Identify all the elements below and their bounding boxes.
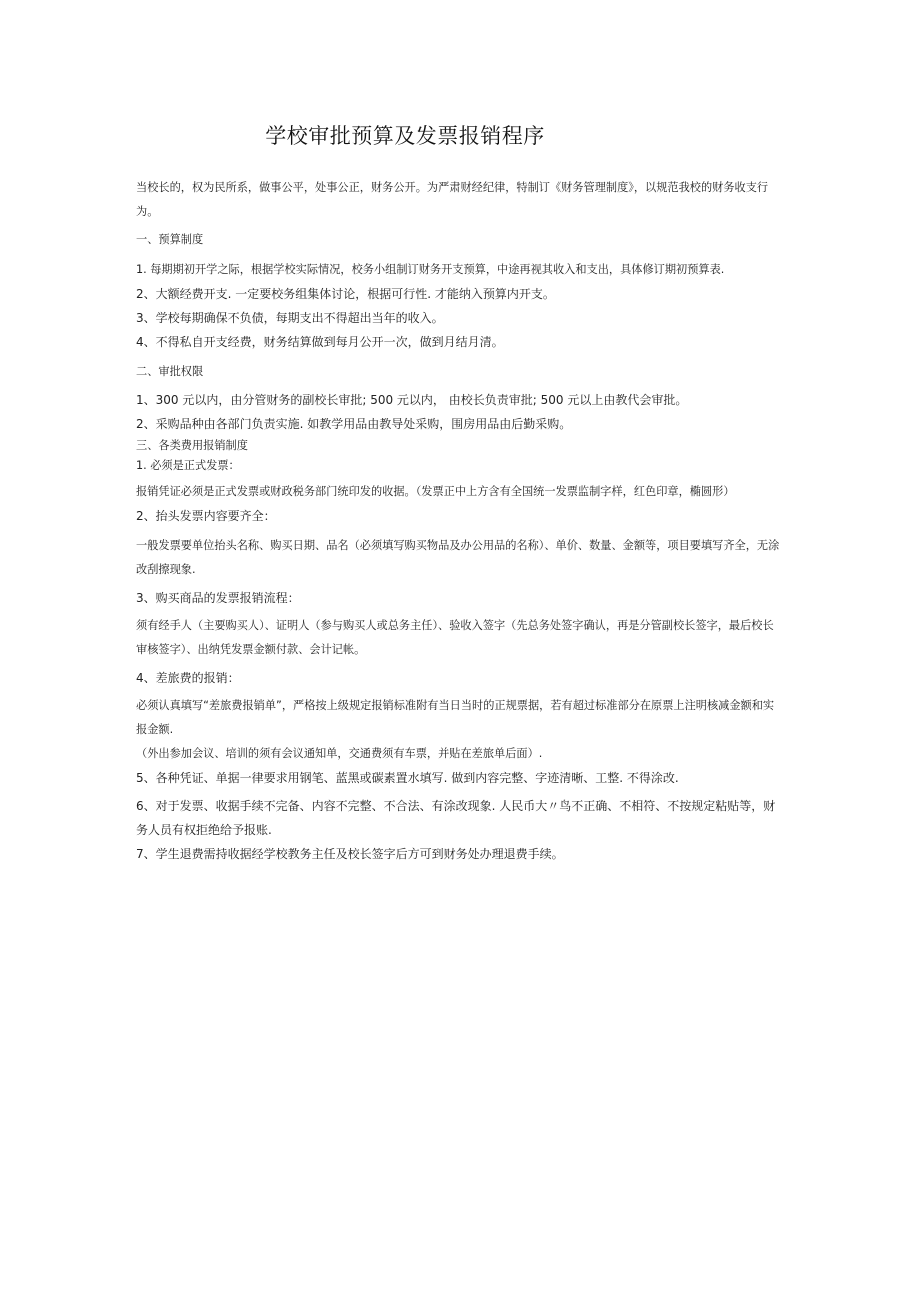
budget-item-3: 3、学校每期确保不负债，每期支出不得超出当年的收入。 xyxy=(136,311,444,325)
reimbursement-item-4: 4、差旅费的报销： xyxy=(136,671,240,685)
approval-item-2: 2、采购品种由各部门负责实施. 如教学用品由教导处采购，围房用品由后勤采购。 xyxy=(136,417,572,431)
reimbursement-item-3: 3、购买商品的发票报销流程： xyxy=(136,591,300,605)
reimbursement-item-6: 6、对于发票、收据手续不完备、内容不完整、不合法、有涂改现象. 人民币大〃鸟不正确、不相符、不按规定粘贴等，财务人员有权拒绝给予报账. xyxy=(136,799,776,837)
reimbursement-item-1: 1. 必须是正式发票： xyxy=(136,459,240,472)
reimbursement-item-4-note: （外出参加会议、培训的须有会议通知单，交通费须有车票，并贴在差旅单后面）. xyxy=(136,747,543,760)
section-heading-reimbursement: 三、各类费用报销制度 xyxy=(136,439,248,452)
page-title: 学校审批预算及发票报销程序 xyxy=(265,124,545,148)
section-heading-approval: 二、审批权限 xyxy=(136,365,204,378)
intro-paragraph: 当校长的，权为民所系，做事公平，处事公正，财务公开。为严肃财经纪律，特制订《财务管理制度》，以规范我校的财务收支行为。 xyxy=(136,181,769,218)
reimbursement-item-5: 5、各种凭证、单据一律要求用钢笔、蓝黑或碳素置水填写. 做到内容完整、字迹清晰、工整. 不得涂改. xyxy=(136,771,679,785)
reimbursement-item-7: 7、学生退费需持收据经学校教务主任及校长签字后方可到财务处办理退费手续。 xyxy=(136,847,564,861)
budget-item-4: 4、不得私自开支经费，财务结算做到每月公开一次，做到月结月清。 xyxy=(136,335,504,349)
reimbursement-item-3-text: 须有经手人（主要购买人）、证明人（参与购买人或总务主任）、验收入签字（先总务处签字确认，再是分管副校长签字，最后校长审核签字）、出纳凭发票金额付款、会计记帐。 xyxy=(136,619,774,656)
reimbursement-item-4-text: 必须认真填写“差旅费报销单”，严格按上级规定报销标准附有当日当时的正规票据，若有超过标准部分在原票上注明核减金额和实报金额. xyxy=(136,699,775,736)
budget-item-2: 2、大额经费开支. 一定要校务组集体讨论，根据可行性. 才能纳入预算内开支。 xyxy=(136,287,555,301)
budget-item-1: 1. 每期期初开学之际，根据学校实际情况，校务小组制订财务开支预算，中途再视其收入和支出，具体修订期初预算表. xyxy=(136,263,725,276)
approval-item-1: 1、300 元以内，由分管财务的副校长审批; 500 元以内， 由校长负责审批; 500 元以上由教代会审批。 xyxy=(136,393,688,407)
reimbursement-item-2: 2、抬头发票内容要齐全： xyxy=(136,509,276,523)
reimbursement-item-1-text: 报销凭证必须是正式发票或财政税务部门统印发的收据。（发票正中上方含有全国统一发票监制字样，红色印章，椭圆形） xyxy=(136,485,735,498)
reimbursement-item-2-text: 一般发票要单位抬头名称、购买日期、品名（必须填写购买物品及办公用品的名称）、单价、数量、金额等，项目要填写齐全，无涂改刮擦现象. xyxy=(136,539,780,576)
section-heading-budget: 一、预算制度 xyxy=(136,233,204,246)
document-body xyxy=(136,176,784,866)
